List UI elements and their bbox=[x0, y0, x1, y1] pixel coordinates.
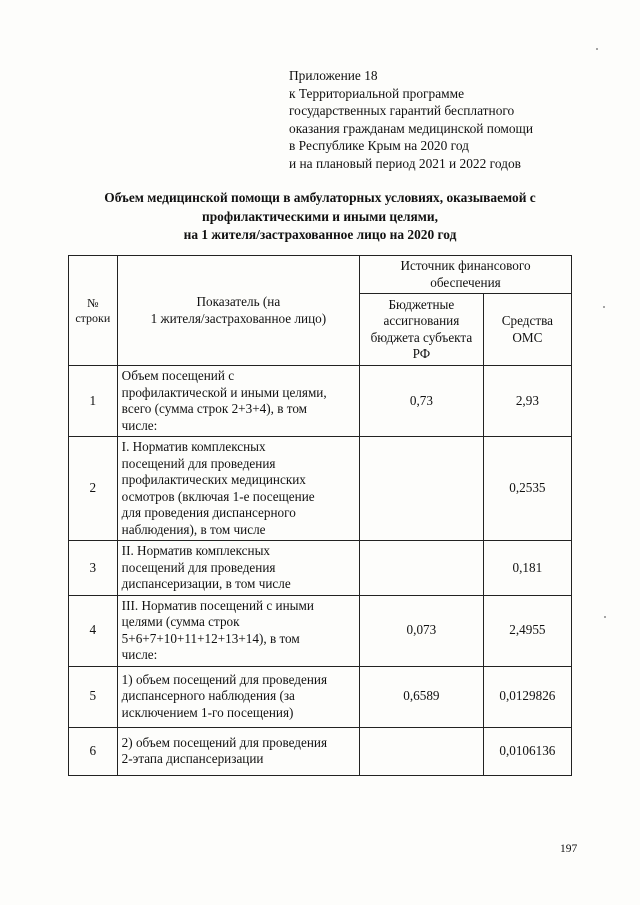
header-indicator: Показатель (на 1 жителя/застрахованное лицо) bbox=[117, 256, 359, 366]
document-title bbox=[40, 189, 600, 245]
scan-speck bbox=[604, 616, 606, 618]
header-row-top bbox=[69, 256, 572, 294]
oms-value-cell: 0,0129826 bbox=[483, 666, 571, 727]
row-number-cell: 1 bbox=[69, 366, 118, 437]
table-row bbox=[69, 595, 572, 666]
oms-value-cell: 0,2535 bbox=[483, 437, 571, 541]
table-row bbox=[69, 666, 572, 727]
row-number-cell: 3 bbox=[69, 541, 118, 596]
header-financing-source: Источник финансового обеспечения bbox=[360, 256, 572, 294]
row-number-cell: 2 bbox=[69, 437, 118, 541]
header-oms: Средства ОМС bbox=[483, 294, 571, 366]
oms-value-cell: 2,4955 bbox=[483, 595, 571, 666]
annex-line: государственных гарантий бесплатного bbox=[289, 103, 515, 118]
oms-value-cell: 0,0106136 bbox=[483, 727, 571, 775]
indicator-cell: 2) объем посещений для проведения 2-этапа диспансеризации bbox=[117, 727, 359, 775]
budget-value-cell bbox=[360, 727, 484, 775]
scan-speck bbox=[596, 48, 598, 50]
table-row bbox=[69, 541, 572, 596]
table-row bbox=[69, 727, 572, 775]
annex-line: в Республике Крым на 2020 год bbox=[289, 138, 469, 153]
page-number: 197 bbox=[560, 843, 578, 855]
title-line: на 1 жителя/застрахованное лицо на 2020 год bbox=[183, 227, 457, 242]
table-row bbox=[69, 366, 572, 437]
budget-value-cell: 0,6589 bbox=[360, 666, 484, 727]
annex-line: к Территориальной программе bbox=[289, 85, 465, 101]
annex-line: оказания гражданам медицинской помощи bbox=[289, 120, 534, 136]
row-number-cell: 4 bbox=[69, 595, 118, 666]
title-line: Объем медицинской помощи в амбулаторных условиях, оказываемой с bbox=[104, 190, 536, 205]
oms-value-cell: 2,93 bbox=[483, 366, 571, 437]
row-number-cell: 6 bbox=[69, 727, 118, 775]
budget-value-cell: 0,73 bbox=[360, 366, 484, 437]
annex-line: и на плановый период 2021 и 2022 годов bbox=[289, 155, 521, 171]
title-line: профилактическими и иными целями, bbox=[201, 208, 438, 224]
indicator-cell: I. Норматив комплексных посещений для проведения профилактических медицинских осмотров (включая 1-е посещение для проведения диспансерного наблюдения), в том числе bbox=[117, 437, 359, 541]
header-row-number: № строки bbox=[69, 256, 118, 366]
volume-table bbox=[68, 255, 572, 776]
scan-speck bbox=[603, 306, 605, 308]
indicator-cell: Объем посещений с профилактической и иными целями, всего (сумма строк 2+3+4), в том числе: bbox=[117, 366, 359, 437]
table-row bbox=[69, 437, 572, 541]
indicator-cell: III. Норматив посещений с иными целями (сумма строк 5+6+7+10+11+12+13+14), в том числе: bbox=[117, 595, 359, 666]
oms-value-cell: 0,181 bbox=[483, 541, 571, 596]
budget-value-cell bbox=[360, 541, 484, 596]
annex-line: Приложение 18 bbox=[289, 68, 378, 83]
indicator-cell: 1) объем посещений для проведения диспансерного наблюдения (за исключением 1-го посещения) bbox=[117, 666, 359, 727]
annex-heading bbox=[289, 67, 609, 172]
header-budget: Бюджетные ассигнования бюджета субъекта РФ bbox=[360, 294, 484, 366]
budget-value-cell: 0,073 bbox=[360, 595, 484, 666]
row-number-cell: 5 bbox=[69, 666, 118, 727]
budget-value-cell bbox=[360, 437, 484, 541]
indicator-cell: II. Норматив комплексных посещений для проведения диспансеризации, в том числе bbox=[117, 541, 359, 596]
